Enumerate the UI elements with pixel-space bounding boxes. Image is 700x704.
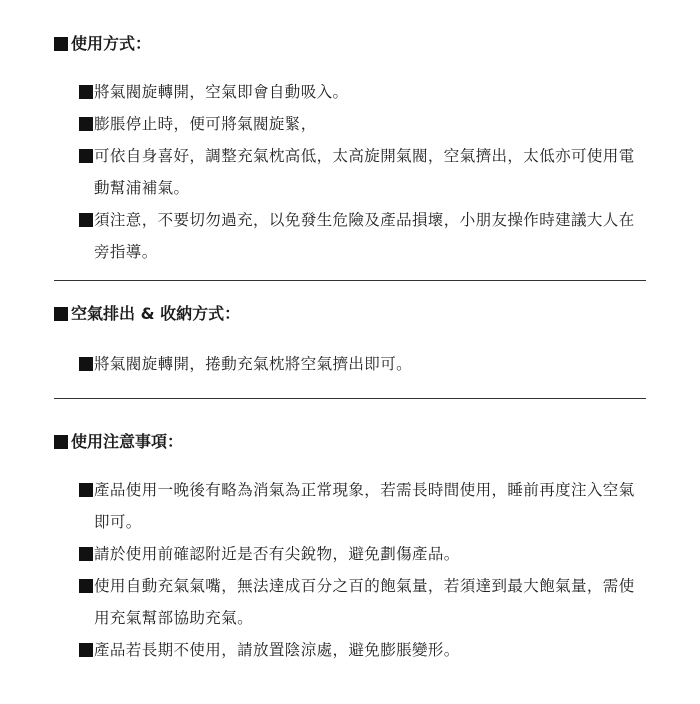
- square-bullet-icon: [54, 307, 68, 321]
- list-item: 須注意，不要切勿過充，以免發生危險及產品損壞，小朋友操作時建議大人在旁指導。: [54, 204, 646, 268]
- list-item: 將氣閥旋轉開，空氣即會自動吸入。: [54, 76, 646, 108]
- list-item: 產品使用一晚後有略為消氣為正常現象，若需長時間使用，睡前再度注入空氣即可。: [54, 474, 646, 538]
- list-item: 將氣閥旋轉開，捲動充氣枕將空氣擠出即可。: [54, 348, 646, 380]
- list-item: 膨脹停止時，便可將氣閥旋緊，: [54, 108, 646, 140]
- section-divider: [54, 280, 646, 281]
- square-bullet-icon: [79, 357, 93, 371]
- deflate-heading-text: 空氣排出 & 收納方式：: [71, 304, 241, 323]
- square-bullet-icon: [79, 547, 93, 561]
- square-bullet-icon: [79, 483, 93, 497]
- usage-heading: [54, 32, 646, 56]
- deflate-section: [54, 302, 646, 380]
- list-item: 請於使用前確認附近是否有尖銳物，避免劃傷產品。: [54, 538, 646, 570]
- notes-heading: [54, 430, 646, 454]
- section-divider: [54, 398, 646, 399]
- square-bullet-icon: [54, 37, 68, 51]
- square-bullet-icon: [79, 149, 93, 163]
- usage-list: [54, 76, 646, 268]
- deflate-list: [54, 348, 646, 380]
- list-item: 可依自身喜好，調整充氣枕高低，太高旋開氣閥，空氣擠出，太低亦可使用電動幫浦補氣。: [54, 140, 646, 204]
- notes-list: [54, 474, 646, 666]
- square-bullet-icon: [54, 435, 68, 449]
- list-item: 產品若長期不使用，請放置陰涼處，避免膨脹變形。: [54, 634, 646, 666]
- deflate-heading: [54, 302, 646, 326]
- square-bullet-icon: [79, 85, 93, 99]
- square-bullet-icon: [79, 213, 93, 227]
- square-bullet-icon: [79, 643, 93, 657]
- square-bullet-icon: [79, 117, 93, 131]
- usage-section: [54, 32, 646, 268]
- list-item: 使用自動充氣氣嘴，無法達成百分之百的飽氣量，若須達到最大飽氣量，需使用充氣幫部協助充氣。: [54, 570, 646, 634]
- square-bullet-icon: [79, 579, 93, 593]
- usage-heading-text: 使用方式：: [71, 34, 152, 53]
- notes-section: [54, 430, 646, 666]
- notes-heading-text: 使用注意事項：: [71, 432, 184, 451]
